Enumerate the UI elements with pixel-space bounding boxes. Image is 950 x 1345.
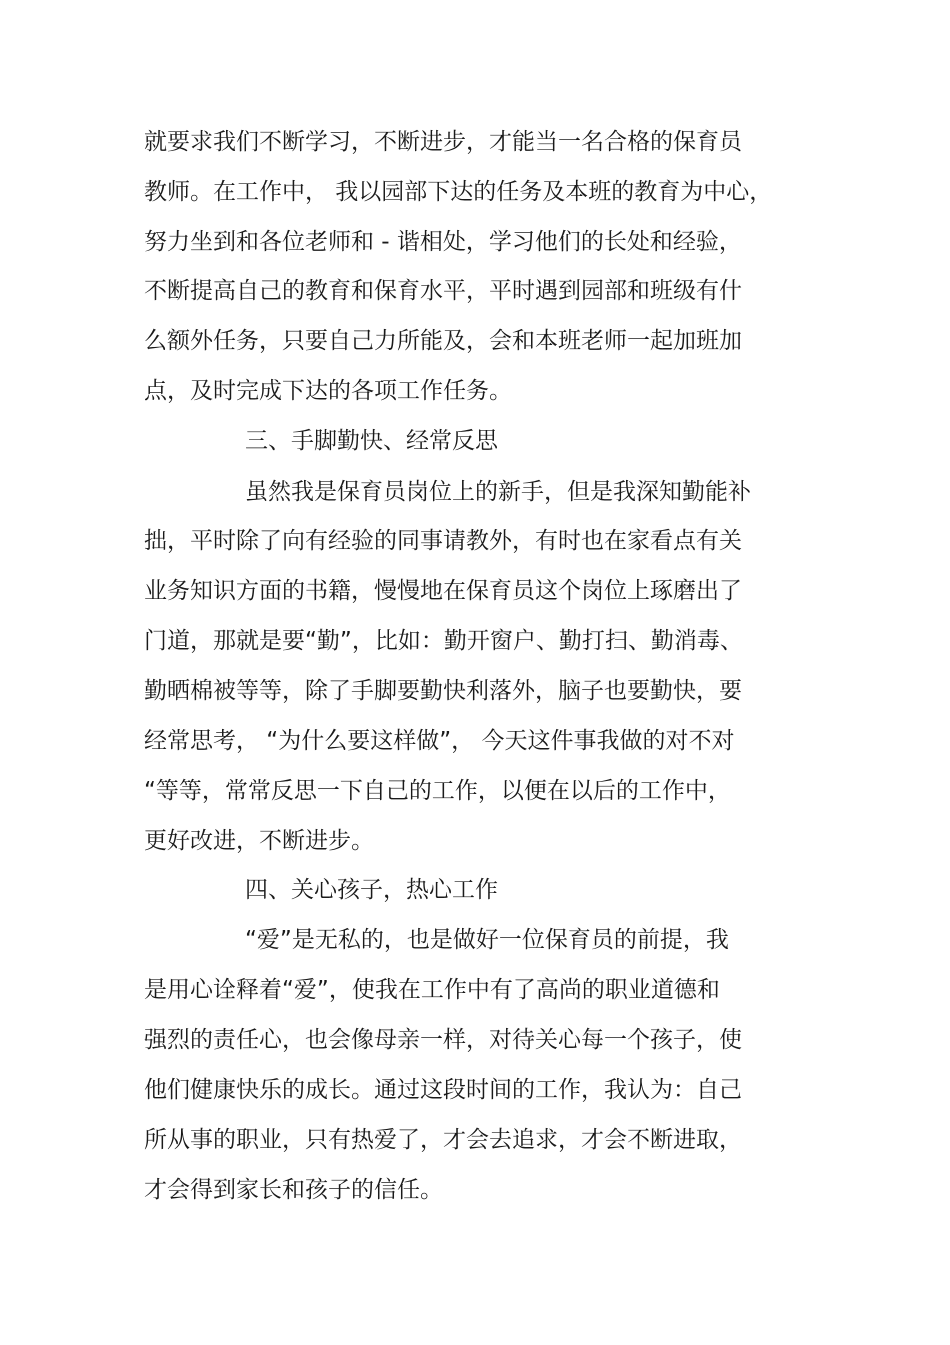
paragraph-line: 他们健康快乐的成长。通过这段时间的工作，我认为：自己 (144, 1077, 742, 1103)
paragraph-line: 教师。在工作中， 我以园部下达的任务及本班的教育为中心， (144, 179, 773, 205)
paragraph-line: 么额外任务，只要自己力所能及，会和本班老师一起加班加 (144, 328, 742, 354)
paragraph-line: 不断提高自己的教育和保育水平，平时遇到园部和班级有什 (144, 278, 742, 304)
paragraph-line: 虽然我是保育员岗位上的新手，但是我深知勤能补 (245, 479, 751, 505)
paragraph-line: 就要求我们不断学习，不断进步，才能当一名合格的保育员 (144, 129, 742, 155)
paragraph-line: 点，及时完成下达的各项工作任务。 (144, 378, 512, 404)
paragraph-line: 经常思考， “为什么要这样做”， 今天这件事我做的对不对 (144, 728, 735, 754)
paragraph-line: 强烈的责任心，也会像母亲一样，对待关心每一个孩子，使 (144, 1027, 742, 1053)
section-heading-3: 三、手脚勤快、经常反思 (245, 428, 498, 454)
paragraph-line: 门道，那就是要“勤”，比如：勤开窗户、勤打扫、勤消毒、 (144, 628, 743, 654)
paragraph-line: “爱”是无私的，也是做好一位保育员的前提，我 (245, 927, 729, 953)
paragraph-line: 拙，平时除了向有经验的同事请教外，有时也在家看点有关 (144, 528, 742, 554)
paragraph-line: 努力坐到和各位老师和 - 谐相处，学习他们的长处和经验， (144, 229, 742, 255)
paragraph-line: 所从事的职业，只有热爱了，才会去追求，才会不断进取， (144, 1127, 742, 1153)
paragraph-line: 才会得到家长和孩子的信任。 (144, 1177, 443, 1203)
paragraph-line: 勤晒棉被等等，除了手脚要勤快利落外，脑子也要勤快，要 (144, 678, 742, 704)
paragraph-line: 更好改进，不断进步。 (144, 828, 374, 854)
section-heading-4: 四、关心孩子，热心工作 (245, 877, 498, 903)
paragraph-line: 业务知识方面的书籍，慢慢地在保育员这个岗位上琢磨出了 (144, 578, 742, 604)
paragraph-line: 是用心诠释着“爱”，使我在工作中有了高尚的职业道德和 (144, 977, 720, 1003)
paragraph-line: “等等，常常反思一下自己的工作，以便在以后的工作中， (144, 778, 731, 804)
